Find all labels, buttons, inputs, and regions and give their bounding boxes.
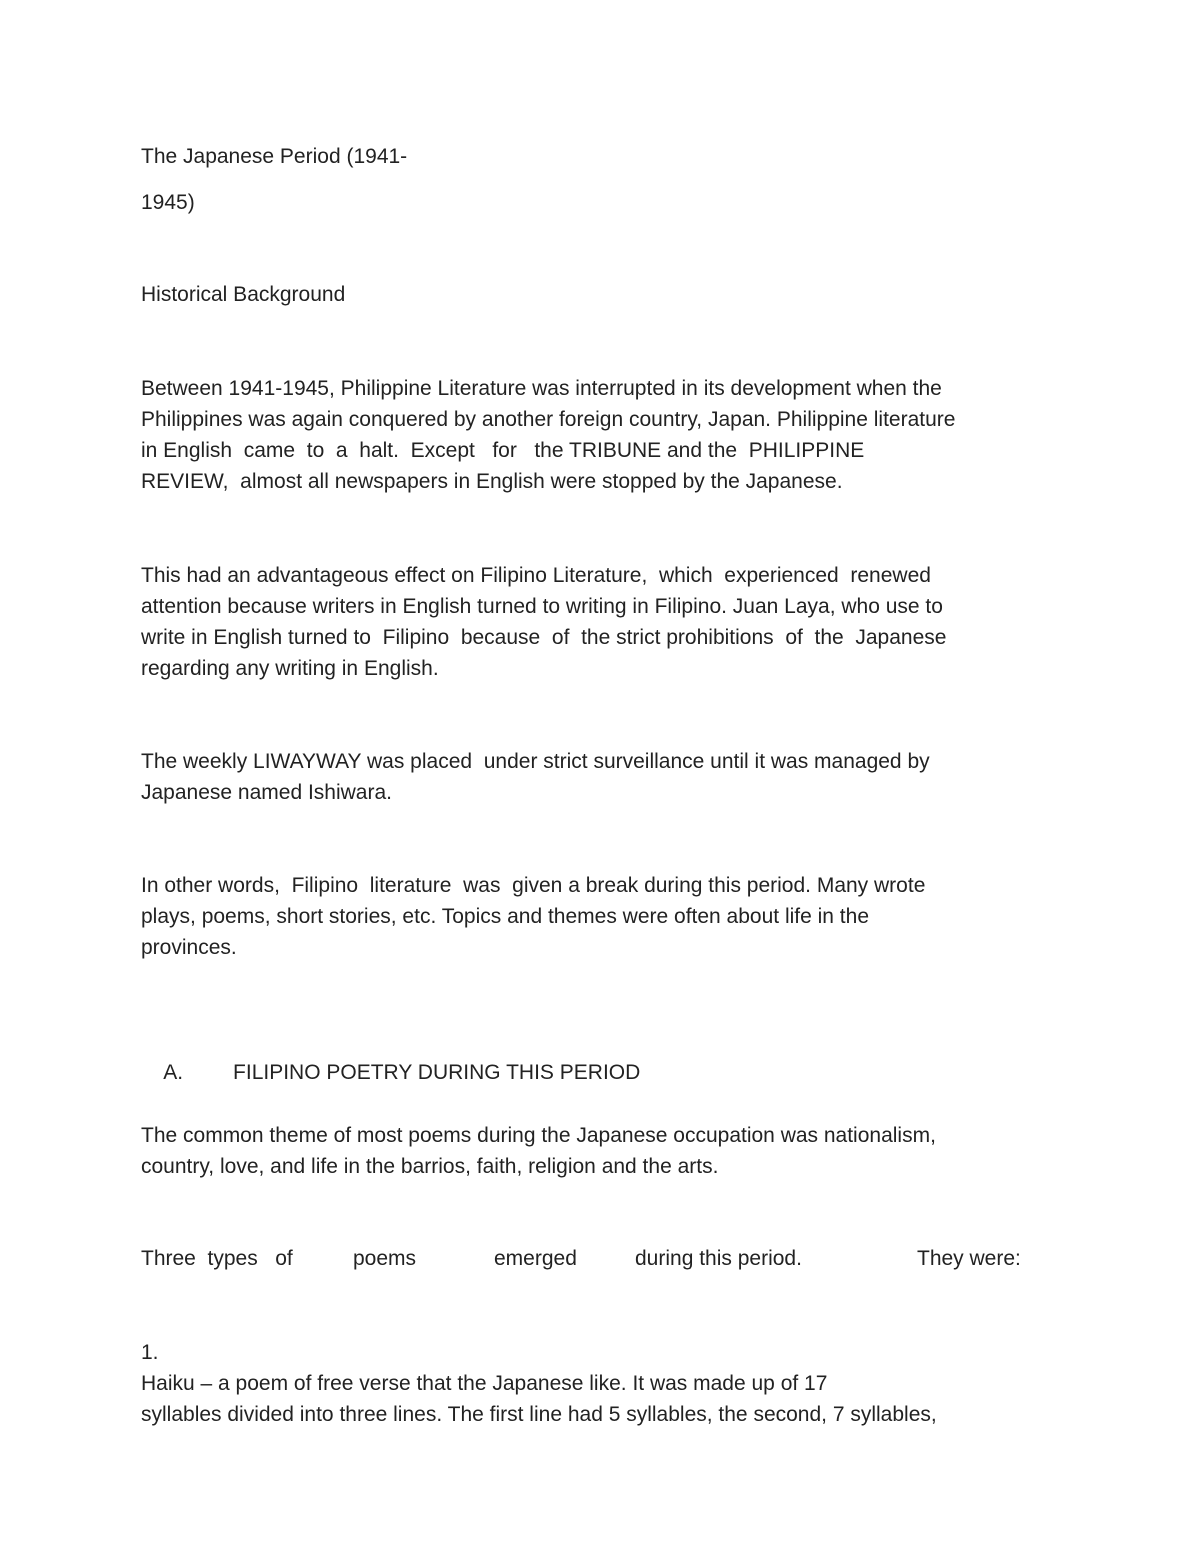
types-text-part: emerged	[494, 1247, 577, 1270]
list-item-number: 1.	[141, 1341, 159, 1364]
paragraph-historical	[141, 373, 1061, 497]
paragraph-line: Haiku – a poem of free verse that the Japanese like. It was made up of 17	[141, 1372, 828, 1395]
paragraph-line: This had an advantageous effect on Filipino Literature, which experienced renewed	[141, 564, 931, 587]
paragraph-liwayway	[141, 746, 1061, 808]
paragraph-line: In other words, Filipino literature was given a break during this period. Many wrote	[141, 874, 926, 897]
paragraph-line: attention because writers in English turned to writing in Filipino. Juan Laya, who use to	[141, 595, 943, 618]
paragraph-line: syllables divided into three lines. The first line had 5 syllables, the second, 7 syllables,	[141, 1403, 937, 1426]
paragraph-line: Japanese named Ishiwara.	[141, 781, 392, 804]
document-title-line-2: 1945)	[141, 191, 195, 214]
paragraph-line: REVIEW, almost all newspapers in English were stopped by the Japanese.	[141, 470, 843, 493]
paragraph-line: provinces.	[141, 936, 237, 959]
paragraph-line: plays, poems, short stories, etc. Topics and themes were often about life in the	[141, 905, 869, 928]
paragraph-line: in English came to a halt. Except for the TRIBUNE and the PHILIPPINE	[141, 439, 865, 462]
types-of-poems-line	[141, 1243, 1041, 1274]
paragraph-other-words	[141, 870, 1061, 963]
section-heading: Historical Background	[141, 283, 346, 306]
paragraph-line: The weekly LIWAYWAY was placed under strict surveillance until it was managed by	[141, 750, 930, 773]
types-text-part: poems	[353, 1247, 417, 1270]
section-a-title: FILIPINO POETRY DURING THIS PERIOD	[233, 1061, 641, 1084]
paragraph-line: The common theme of most poems during the Japanese occupation was nationalism,	[141, 1124, 936, 1147]
types-text-part: Three types of	[141, 1247, 293, 1270]
types-text-part: during this period.	[635, 1247, 802, 1270]
types-text-part: They were:	[917, 1247, 1021, 1270]
paragraph-line: regarding any writing in English.	[141, 657, 439, 680]
list-item-haiku	[141, 1337, 1061, 1430]
section-a-heading	[141, 1026, 640, 1119]
document-title-line-1: The Japanese Period (1941-	[141, 145, 408, 168]
paragraph-filipino-literature	[141, 560, 1061, 684]
paragraph-line: Between 1941-1945, Philippine Literature was interrupted in its development when the	[141, 377, 942, 400]
paragraph-line: write in English turned to Filipino because of the strict prohibitions of the Japanese	[141, 626, 947, 649]
paragraph-common-theme	[141, 1120, 1061, 1182]
paragraph-line: Philippines was again conquered by another foreign country, Japan. Philippine literature	[141, 408, 956, 431]
paragraph-line: country, love, and life in the barrios, faith, religion and the arts.	[141, 1155, 719, 1178]
section-a-label: A.	[163, 1061, 184, 1084]
